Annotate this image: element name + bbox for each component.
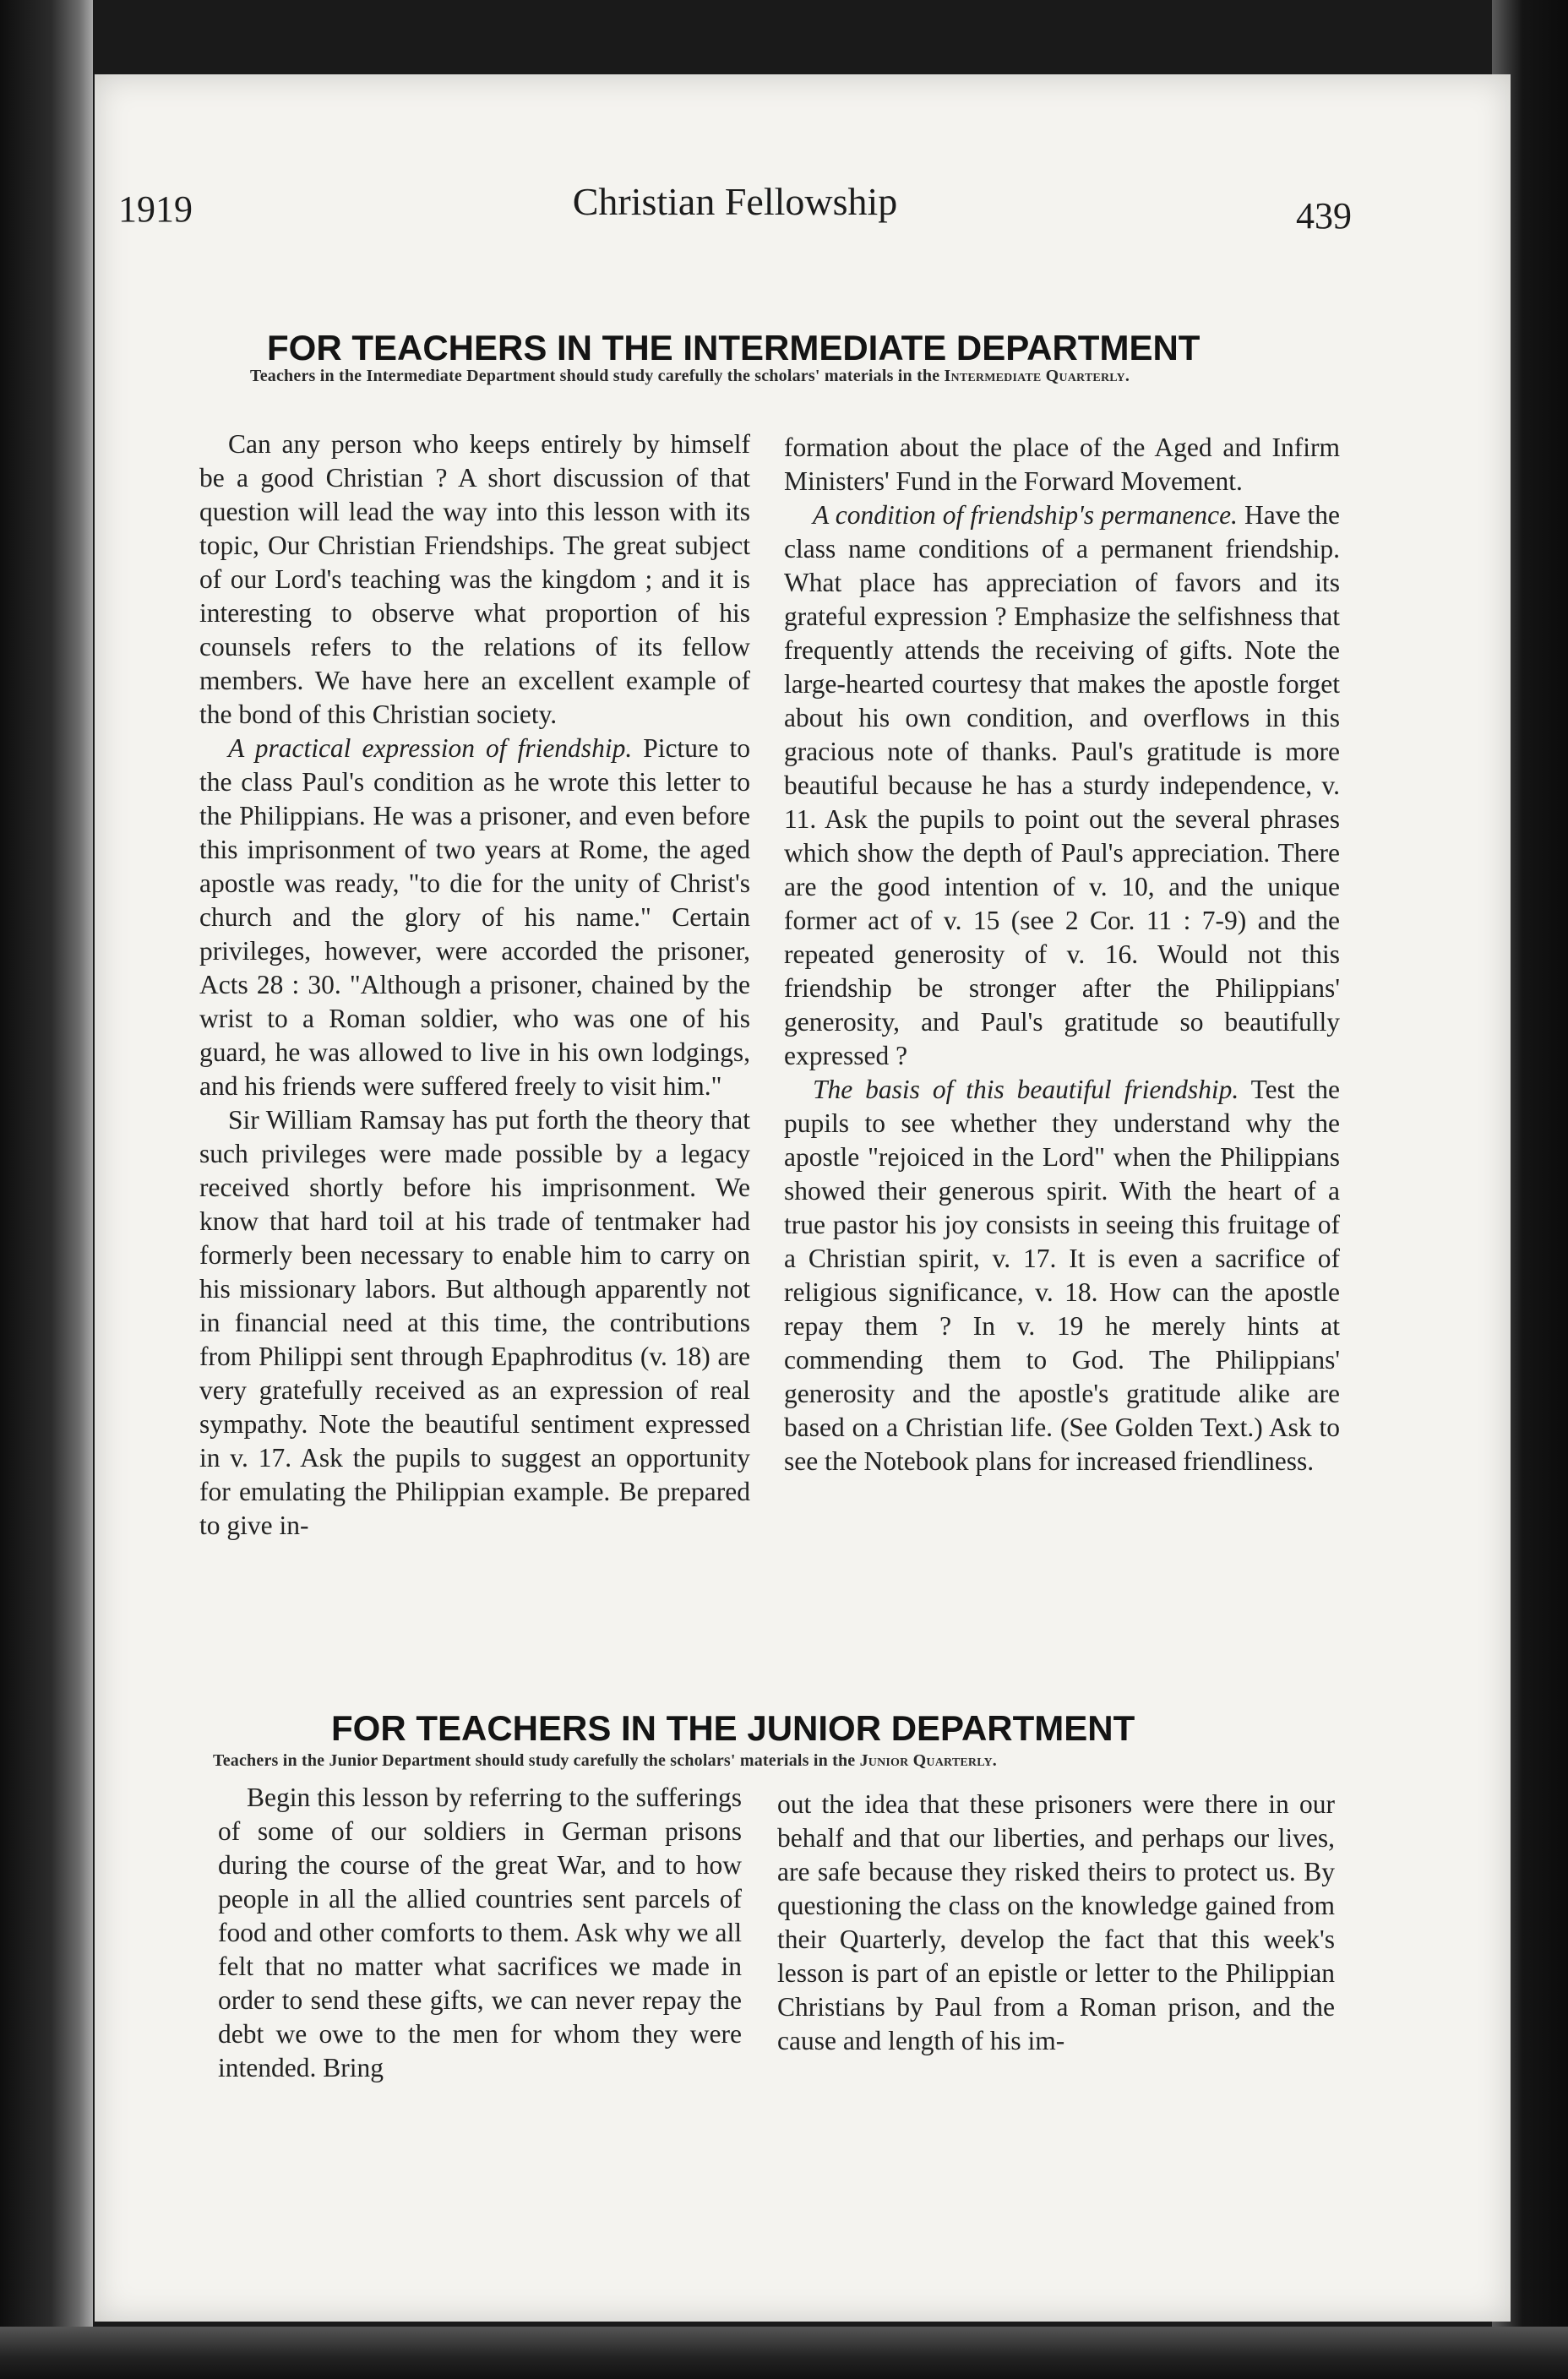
junior-right-column xyxy=(777,1788,1335,2058)
junior-note-text: Teachers in the Junior Department should study carefully the scholars' materials in the xyxy=(213,1751,860,1770)
junior-note-end: . xyxy=(992,1751,997,1770)
scan-edge-left xyxy=(0,0,93,2379)
intermediate-note-quarterly: Intermediate Quarterly xyxy=(944,367,1125,385)
intermediate-left-column xyxy=(199,427,750,1543)
intermediate-section-note xyxy=(199,366,1357,386)
intermediate-note-end: . xyxy=(1124,367,1130,385)
paragraph: Sir William Ramsay has put forth the theory that such privileges were made possible by a legacy received shortly before his imprisonment. We know that hard toil at his trade of tentmaker had formerly been necessary to enable him to carry on his missionary labors. But although apparently not in financial need at this time, the contributions from Philippi sent through Epaphroditus (v. 18) are very gratefully received as an expression of real sympathy. Note the beautiful sentiment expressed in v. 17. Ask the pupils to suggest an opportunity for emulating the Philippian example. Be prepared to give in- xyxy=(199,1105,750,1540)
paragraph: formation about the place of the Aged and Infirm Ministers' Fund in the Forward Movement. xyxy=(784,433,1340,496)
page-year: 1919 xyxy=(118,188,193,230)
intermediate-note-text: Teachers in the Intermediate Department should study carefully the scholars' materials in the xyxy=(250,367,945,385)
paragraph-lead: A practical expression of friendship. xyxy=(228,733,633,763)
paragraph: The basis of this beautiful friendship. Test the pupils to see whether they understand why the apostle "rejoiced in the Lord" when the Philippians showed their generous spirit. With the heart of a true pastor his joy consists in seeing this fruitage of a Christian spirit, v. 17. It is even a sacrifice of religious significance, v. 18. How can the apostle repay them ? In v. 19 he merely hints at commending them to God. The Philippians' generosity and the apostle's gratitude alike are based on a Christian life. (See Golden Text.) Ask to see the Notebook plans for increased friendliness. xyxy=(784,1075,1340,1476)
paragraph: out the idea that these prisoners were there in our behalf and that our liberties, and perhaps our lives, are safe because they risked theirs to protect us. By questioning the class on the knowledge gained from their Quarterly, develop the fact that this week's lesson is part of an epistle or letter to the Philippian Christians by Paul from a Roman prison, and the cause and length of his im- xyxy=(777,1789,1335,2055)
running-head xyxy=(118,179,1352,237)
intermediate-right-column xyxy=(784,431,1340,1478)
paragraph: Begin this lesson by referring to the sufferings of some of our soldiers in German prisons during the course of the great War, and to how people in all the allied countries sent parcels of food and other comforts to them. Ask why we all felt that no matter what sacrifices we made in order to send these gifts, we can never repay the debt we owe to the men for whom they were intended. Bring xyxy=(218,1783,742,2082)
scan-bottom-edge xyxy=(0,2327,1568,2379)
junior-section-title: FOR TEACHERS IN THE JUNIOR DEPARTMENT xyxy=(331,1708,1135,1748)
journal-title: Christian Fellowship xyxy=(572,180,898,223)
junior-left-column xyxy=(218,1781,742,2085)
paragraph: A practical expression of friendship. Picture to the class Paul's condition as he wrote this letter to the Philippians. He was a prisoner, and even before this imprisonment of two years at Rome, the aged apostle was ready, "to die for the unity of Christ's church and the glory of his name." Certain privileges, however, were accorded the prisoner, Acts 28 : 30. "Although a prisoner, chained by the wrist to a Roman soldier, who was one of his guard, he was allowed to live in his own lodgings, and his friends were suffered freely to visit him." xyxy=(199,733,750,1101)
paragraph-lead: The basis of this beautiful friendship. xyxy=(813,1075,1239,1104)
junior-section-note xyxy=(213,1750,1370,1771)
paragraph-lead: A condition of friendship's permanence. xyxy=(813,500,1238,530)
junior-note-quarterly: Junior Quarterly xyxy=(859,1751,993,1770)
paragraph: A condition of friendship's permanence. Have the class name conditions of a permanent friendship. What place has appreciation of favors and its grateful expression ? Emphasize the selfishness that frequently attends the receiving of gifts. Note the large-hearted courtesy that makes the apostle forget about his own condition, and overflows in this gracious note of thanks. Paul's gratitude is more beautiful because he has a sturdy independence, v. 11. Ask the pupils to point out the several phrases which show the depth of Paul's appreciation. There are the good intention of v. 10, and the unique former act of v. 15 (see 2 Cor. 11 : 7-9) and the repeated generosity of v. 16. Would not this friendship be stronger after the Philippians' generosity, and Paul's gratitude so beautifully expressed ? xyxy=(784,500,1340,1070)
page-number: 439 xyxy=(1296,195,1352,237)
paragraph: Can any person who keeps entirely by himself be a good Christian ? A short discussion of that question will lead the way into this lesson with its topic, Our Christian Friendships. The great subject of our Lord's teaching was the kingdom ; and it is interesting to observe what proportion of his counsels refers to the relations of its fellow members. We have here an excellent example of the bond of this Christian society. xyxy=(199,429,750,729)
intermediate-section-title: FOR TEACHERS IN THE INTERMEDIATE DEPARTMENT xyxy=(267,328,1200,367)
